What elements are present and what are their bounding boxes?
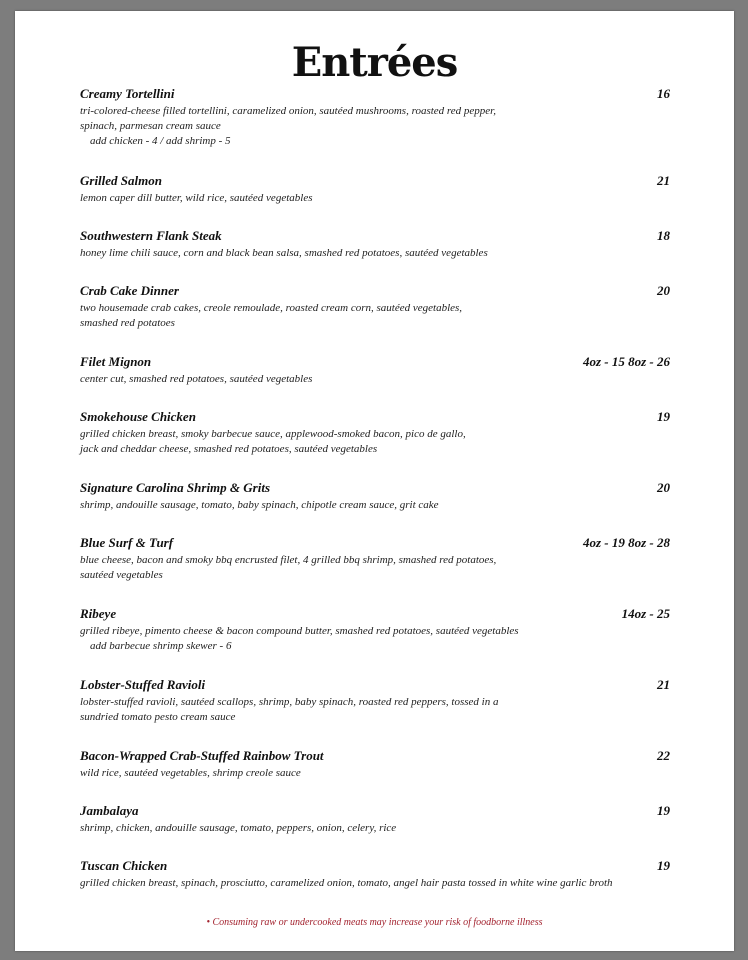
description-line: two housemade crab cakes, creole remoulade, roasted cream corn, sautéed vegetables, [80,302,463,314]
menu-item [80,858,670,891]
menu-item-header [80,858,670,875]
menu-item [80,677,670,725]
menu-item-name: Grilled Salmon [80,173,162,188]
menu-item-description [80,498,670,513]
menu-item-description [80,191,670,206]
description-line: blue cheese, bacon and smoky bbq encrusted filet, 4 grilled bbq shrimp, smashed red potatoes, [80,554,497,566]
menu-item-price: 21 [657,677,670,692]
menu-item-name: Blue Surf & Turf [80,535,174,550]
menu-item-header [80,535,670,552]
menu-item [80,228,670,261]
menu-item-name: Bacon-Wrapped Crab-Stuffed Rainbow Trout [80,748,324,763]
menu-item-name: Jambalaya [80,803,139,818]
menu-item-name: Smokehouse Chicken [80,409,196,424]
menu-item-addon: add barbecue shrimp skewer - 6 [90,640,232,652]
description-line: sautéed vegetables [80,569,163,581]
menu-item-header [80,480,670,497]
menu-item-header [80,748,670,765]
menu-item-header [80,283,670,300]
menu-item-header [80,606,670,623]
menu-item-name: Lobster-Stuffed Ravioli [80,677,206,692]
description-line: grilled chicken breast, spinach, prosciutto, caramelized onion, tomato, angel hair pasta tossed in white wine garlic broth [80,877,613,889]
menu-item-price: 16 [657,86,670,101]
menu-item-name: Filet Mignon [80,354,152,369]
menu-item [80,283,670,331]
menu-item [80,354,670,387]
menu-item-header [80,86,670,103]
menu-item-price: 14oz - 25 [621,606,670,621]
menu-item-description [80,821,670,836]
menu-item-description [80,553,670,583]
menu-page [15,11,734,951]
menu-item-price: 19 [657,858,670,873]
menu-item-description [80,372,670,387]
description-line: spinach, parmesan cream sauce [80,120,221,132]
menu-item-description [80,301,670,331]
menu-item-description [80,104,670,134]
description-line: shrimp, chicken, andouille sausage, tomato, peppers, onion, celery, rice [80,822,397,834]
description-line: tri-colored-cheese filled tortellini, caramelized onion, sautéed mushrooms, roasted red pepper, [80,105,496,117]
menu-item [80,86,670,149]
menu-item-price: 4oz - 15 8oz - 26 [582,354,670,369]
menu-item-price: 20 [657,480,670,495]
page-title: Entrées [291,39,458,86]
menu-item-price: 19 [657,409,670,424]
menu-item-price: 20 [657,283,670,298]
menu-item-name: Signature Carolina Shrimp & Grits [80,480,271,495]
menu-item-header [80,354,670,371]
menu-item-description [80,695,670,725]
menu-item-header [80,803,670,820]
menu-item-price: 19 [657,803,670,818]
menu-item-name: Tuscan Chicken [80,858,168,873]
description-line: shrimp, andouille sausage, tomato, baby spinach, chipotle cream sauce, grit cake [80,499,439,511]
menu-item-header [80,173,670,190]
description-line: smashed red potatoes [80,317,175,329]
description-line: wild rice, sautéed vegetables, shrimp creole sauce [80,767,301,779]
menu-item-description [80,876,670,891]
menu-item-price: 18 [657,228,670,243]
description-line: grilled ribeye, pimento cheese & bacon compound butter, smashed red potatoes, sautéed vegetables [80,625,519,637]
menu-item-description [80,246,670,261]
menu-item [80,173,670,206]
description-line: lobster-stuffed ravioli, sautéed scallops, shrimp, baby spinach, roasted red peppers, tossed in a [80,696,499,708]
menu-item-description [80,766,670,781]
menu-item [80,748,670,781]
description-line: honey lime chili sauce, corn and black bean salsa, smashed red potatoes, sautéed vegetables [80,247,488,259]
menu-item-addon: add chicken - 4 / add shrimp - 5 [90,135,231,147]
menu-item [80,535,670,583]
menu-item-name: Creamy Tortellini [80,86,175,101]
menu-item-name: Crab Cake Dinner [80,283,179,298]
menu-item-description [80,624,670,639]
menu-item-name: Southwestern Flank Steak [80,228,222,243]
menu-item-name: Ribeye [80,606,117,621]
description-line: lemon caper dill butter, wild rice, sautéed vegetables [80,192,313,204]
menu-item-price: 22 [657,748,670,763]
menu-item-price: 21 [657,173,670,188]
description-line: grilled chicken breast, smoky barbecue sauce, applewood-smoked bacon, pico de gallo, [80,428,466,440]
menu-item [80,606,670,654]
menu-item [80,803,670,836]
description-line: center cut, smashed red potatoes, sautéed vegetables [80,373,313,385]
menu-item-description [80,427,670,457]
description-line: jack and cheddar cheese, smashed red potatoes, sautéed vegetables [80,443,378,455]
menu-item [80,480,670,513]
menu-item-header [80,409,670,426]
menu-item-header [80,677,670,694]
menu-item-price: 4oz - 19 8oz - 28 [582,535,670,550]
menu-item [80,409,670,457]
menu-item-header [80,228,670,245]
foodborne-illness-notice: • Consuming raw or undercooked meats may increase your risk of foodborne illness [206,917,543,928]
description-line: sundried tomato pesto cream sauce [80,711,236,723]
